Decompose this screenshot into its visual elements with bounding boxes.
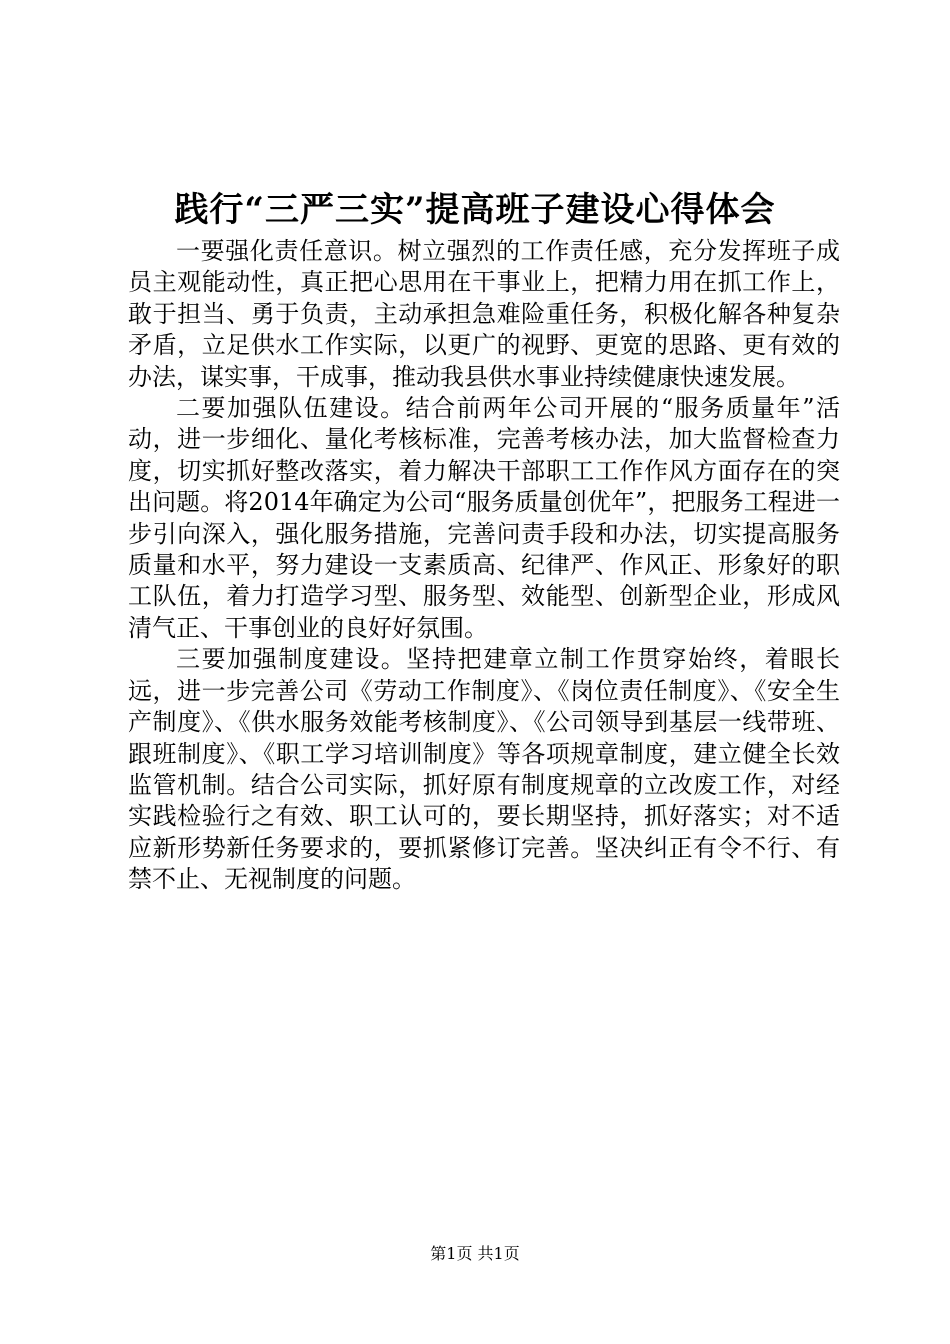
paragraph-3: 三要加强制度建设。坚持把建章立制工作贯穿始终，着眼长远，进一步完善公司《劳动工作制度》、《岗位责任制度》、《安全生产制度》、《供水服务效能考核制度》、《公司领导到基层一线带班、跟班制度》、《职工学习培训制度》等各项规章制度，建立健全长效监管机制。结合公司实际，抓好原有制度规章的立改废工作，对经实践检验行之有效、职工认可的，要长期坚持，抓好落实；对不适应新形势新任务要求的，要抓紧修订完善。坚决纠正有令不行、有禁不止、无视制度的问题。 [128,645,840,894]
page-footer: 第1页 共1页 [430,1244,520,1263]
document-title: 践行“三严三实”提高班子建设心得体会 [174,190,776,230]
paragraph-1: 一要强化责任意识。树立强烈的工作责任感，充分发挥班子成员主观能动性，真正把心思用在干事业上，把精力用在抓工作上，敢于担当、勇于负责，主动承担急难险重任务，积极化解各种复杂矛盾，立足供水工作实际，以更广的视野、更宽的思路、更有效的办法，谋实事，干成事，推动我县供水事业持续健康快速发展。 [128,237,840,391]
document-body [128,236,840,896]
paragraph-2: 二要加强队伍建设。结合前两年公司开展的“服务质量年”活动，进一步细化、量化考核标准，完善考核办法，加大监督检查力度，切实抓好整改落实，着力解决干部职工工作作风方面存在的突出问题。将2014年确定为公司“服务质量创优年”，把服务工程进一步引向深入，强化服务措施，完善问责手段和办法，切实提高服务质量和水平，努力建设一支素质高、纪律严、作风正、形象好的职工队伍，着力打造学习型、服务型、效能型、创新型企业，形成风清气正、干事创业的良好好氛围。 [128,394,840,642]
